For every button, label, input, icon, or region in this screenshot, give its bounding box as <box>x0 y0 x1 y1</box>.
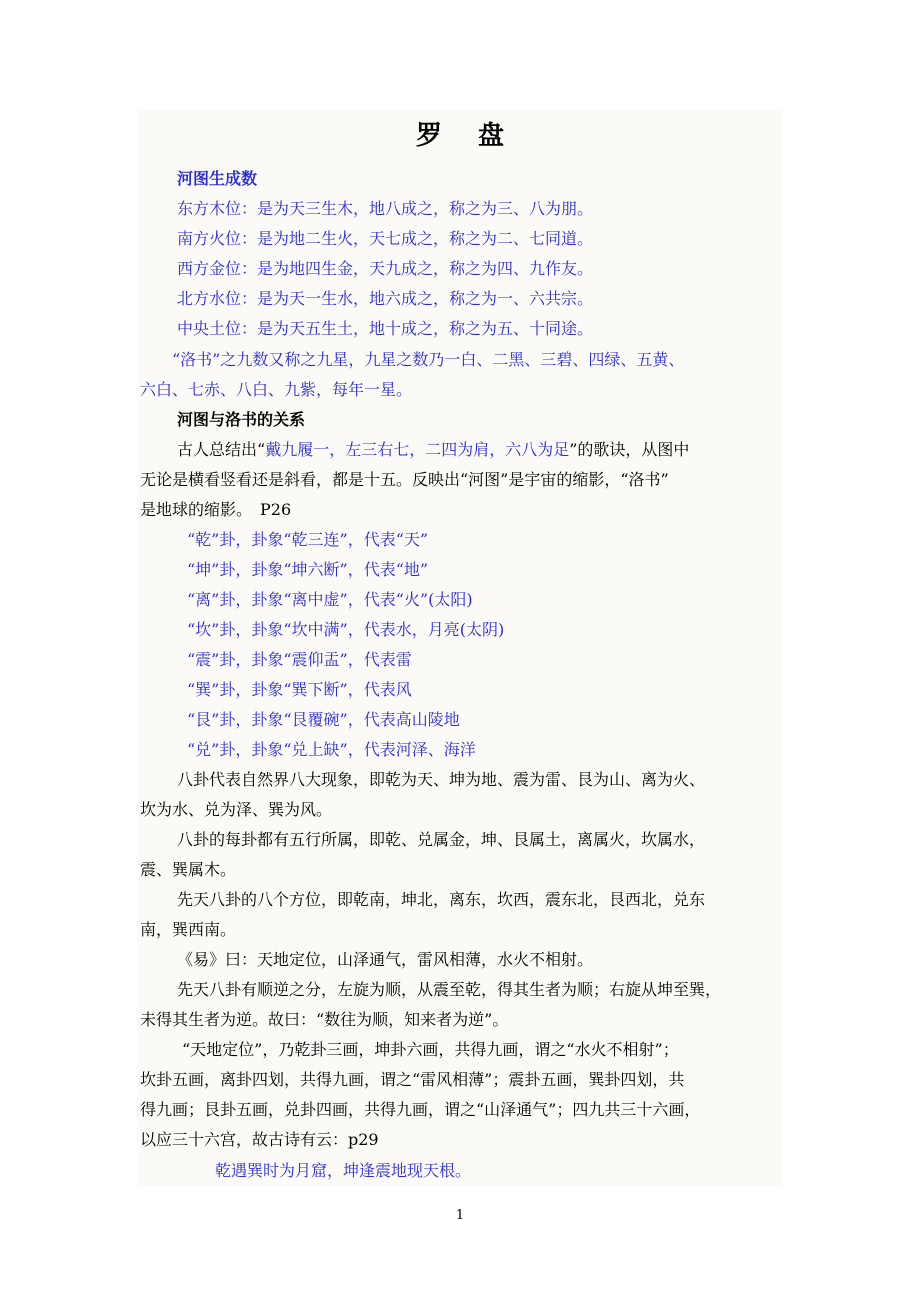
page-title: 罗盘 <box>415 121 540 151</box>
para-6-line-2: 坎卦五画，离卦四划，共得九画，谓之“雷风相薄”；震卦五画，巽卦四划，共 <box>140 1070 685 1089</box>
relation-line-2: 无论是横看竖看还是斜看，都是十五。反映出“河图”是宇宙的缩影，“洛书” <box>140 470 669 489</box>
para-6-line-3: 得九画；艮卦五画，兑卦四画，共得九画，谓之“山泽通气”；四九共三十六画， <box>140 1100 701 1119</box>
gua-li: “离”卦，卦象“离中虚”，代表“火”(太阳) <box>187 590 473 609</box>
page-number: 1 <box>455 1208 465 1223</box>
para-6-line-1: “天地定位”，乃乾卦三画，坤卦六画，共得九画，谓之“水火不相射”； <box>182 1040 679 1059</box>
para-1-line-2: 坎为水、兑为泽、巽为风。 <box>140 800 333 819</box>
para-6-line-4: 以应三十六宫，故古诗有云：p29 <box>140 1130 379 1149</box>
para-3-line-2: 南，巽西南。 <box>140 920 237 939</box>
para-2-line-1: 八卦的每卦都有五行所属，即乾、兑属金，坤、艮属土，离属火，坎属水， <box>177 830 706 849</box>
hetu-heading: 河图生成数 <box>177 169 258 188</box>
para-5-line-1: 先天八卦有顺逆之分，左旋为顺，从震至乾，得其生者为顺；右旋从坤至巽， <box>177 980 722 999</box>
relation-line-1 <box>177 440 689 460</box>
relation-line-3: 是地球的缩影。 P26 <box>140 500 292 519</box>
gua-kan: “坎”卦，卦象“坎中满”，代表水，月亮(太阴) <box>187 620 505 639</box>
para-3-line-1: 先天八卦的八个方位，即乾南，坤北，离东，坎西，震东北，艮西北，兑东 <box>177 890 706 909</box>
luoshu-line-1: “洛书”之九数又称之九星，九星之数乃一白、二黑、三碧、四绿、五黄、 <box>172 350 685 369</box>
gua-qian: “乾”卦，卦象“乾三连”，代表“天” <box>187 530 429 549</box>
relation-line-1-suffix: ”的歌诀，从图中 <box>569 440 690 459</box>
hetu-center: 中央土位：是为天五生土，地十成之，称之为五、十同途。 <box>177 319 594 338</box>
luoshu-line-2: 六白、七赤、八白、九紫，每年一星。 <box>140 380 413 399</box>
gua-zhen: “震”卦，卦象“震仰盂”，代表雷 <box>187 650 412 669</box>
relation-line-1-quote: 戴九履一，左三右七，二四为肩，六八为足 <box>265 440 570 459</box>
hetu-west: 西方金位：是为地四生金，天九成之，称之为四、九作友。 <box>177 259 594 278</box>
gua-kun: “坤”卦，卦象“坤六断”，代表“地” <box>187 560 429 579</box>
hetu-south: 南方火位：是为地二生火，天七成之，称之为二、七同道。 <box>177 229 594 248</box>
gua-dui: “兑”卦，卦象“兑上缺”，代表河泽、海洋 <box>187 740 476 759</box>
hetu-north: 北方水位：是为天一生水，地六成之，称之为一、六共宗。 <box>177 289 594 308</box>
para-2-line-2: 震、巽属木。 <box>140 860 237 879</box>
para-4-line-1: 《易》曰：天地定位，山泽通气，雷风相薄，水火不相射。 <box>177 950 594 969</box>
hetu-east: 东方木位：是为天三生木，地八成之，称之为三、八为朋。 <box>177 199 594 218</box>
relation-line-1-prefix: 古人总结出“ <box>177 440 266 459</box>
poem-line: 乾遇巽时为月窟，坤逢震地现天根。 <box>215 1161 472 1180</box>
gua-xun: “巽”卦，卦象“巽下断”，代表风 <box>187 680 412 699</box>
para-5-line-2: 未得其生者为逆。故曰：“数往为顺，知来者为逆”。 <box>140 1010 509 1029</box>
para-1-line-1: 八卦代表自然界八大现象，即乾为天、坤为地、震为雷、艮为山、离为火、 <box>177 770 706 789</box>
relation-heading: 河图与洛书的关系 <box>177 410 306 429</box>
gua-gen: “艮”卦，卦象“艮覆碗”，代表高山陵地 <box>187 710 460 729</box>
